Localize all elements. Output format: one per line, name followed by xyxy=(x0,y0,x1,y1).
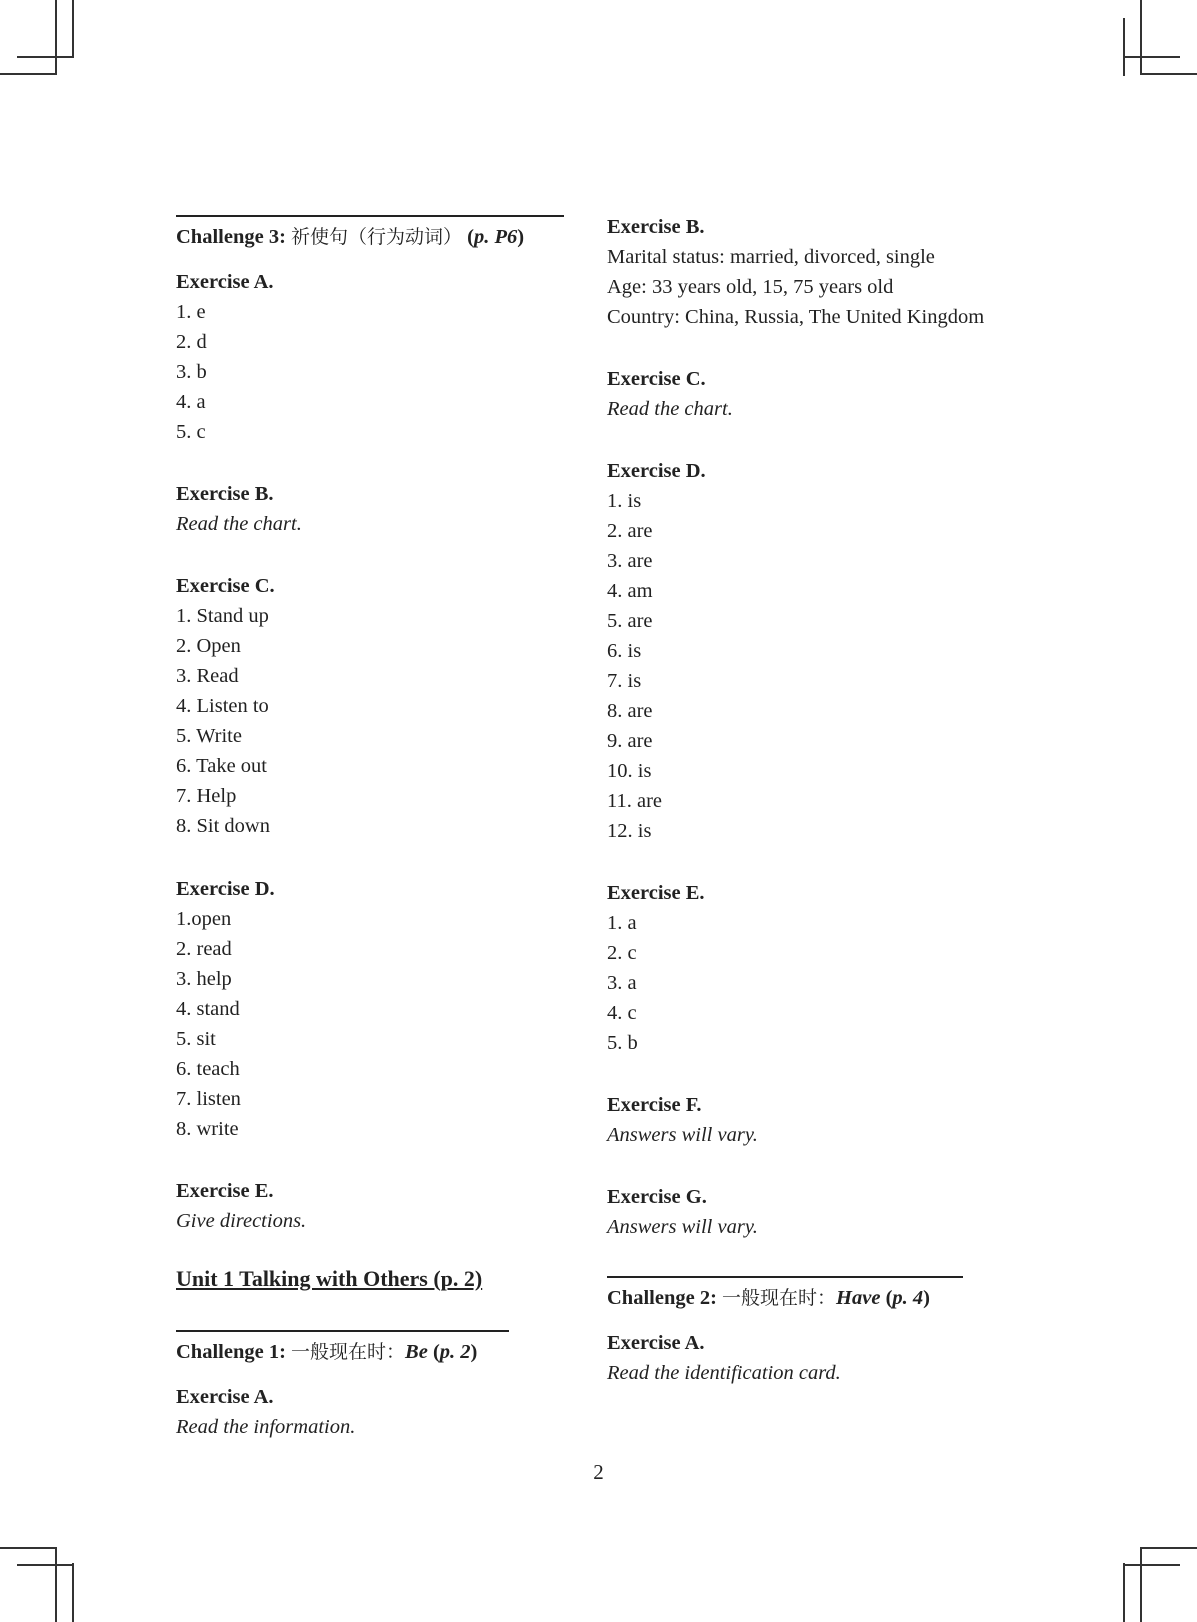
answer-item: Country: China, Russia, The United Kingdom xyxy=(607,306,985,328)
exercise-a-challenge2-block xyxy=(607,1328,841,1388)
paren-close: ) xyxy=(517,226,525,248)
answer-item: 6. is xyxy=(607,640,642,662)
exercise-heading: Exercise C. xyxy=(607,368,706,390)
challenge-3-heading xyxy=(176,222,524,252)
answer-item: Age: 33 years old, 15, 75 years old xyxy=(607,276,894,298)
answer-item: 2. are xyxy=(607,520,653,542)
exercise-note: Answers will vary. xyxy=(607,1124,758,1146)
answer-item: Marital status: married, divorced, single xyxy=(607,246,935,268)
answer-item: 6. Take out xyxy=(176,755,267,777)
page-ref: p. 4 xyxy=(892,1287,924,1309)
exercise-note: Answers will vary. xyxy=(607,1216,758,1238)
answer-item: 1. Stand up xyxy=(176,605,269,627)
challenge-1-rule xyxy=(176,1330,509,1332)
page-ref: p. 2 xyxy=(439,1341,471,1363)
paren-open: ( xyxy=(462,226,474,248)
answer-item: 2. d xyxy=(176,331,207,353)
unit-1-title: Unit 1 Talking with Others (p. 2) xyxy=(176,1266,483,1291)
exercise-heading: Exercise C. xyxy=(176,575,275,597)
challenge-keyword: Be xyxy=(405,1341,428,1363)
answer-item: 7. is xyxy=(607,670,642,692)
exercise-note: Read the chart. xyxy=(176,513,302,535)
answer-item: 9. are xyxy=(607,730,653,752)
answer-item: 4. c xyxy=(607,1002,637,1024)
challenge-topic: 一般现在时： xyxy=(722,1287,837,1309)
answer-item: 1. a xyxy=(607,912,637,934)
answer-item: 8. Sit down xyxy=(176,815,270,837)
challenge-3-rule xyxy=(176,215,564,217)
answer-item: 11. are xyxy=(607,790,663,812)
challenge-2-rule xyxy=(607,1276,963,1278)
page-ref: p. P6 xyxy=(474,226,518,248)
answer-item: 5. sit xyxy=(176,1028,216,1050)
exercise-c-block xyxy=(176,571,275,841)
exercise-a-unit1-block xyxy=(176,1382,355,1442)
exercise-heading: Exercise F. xyxy=(607,1094,702,1116)
exercise-note: Read the chart. xyxy=(607,398,733,420)
paren-open: ( xyxy=(427,1341,440,1363)
exercise-note: Read the information. xyxy=(176,1416,356,1438)
exercise-heading: Exercise B. xyxy=(607,216,705,238)
answer-item: 8. are xyxy=(607,700,653,722)
page-number: 2 xyxy=(593,1460,604,1484)
exercise-c-block xyxy=(607,364,733,424)
exercise-f-block xyxy=(607,1090,758,1150)
exercise-g-block xyxy=(607,1182,758,1242)
answer-item: 3. b xyxy=(176,361,207,383)
challenge-label: Challenge 3: xyxy=(176,226,286,248)
exercise-heading: Exercise A. xyxy=(176,1386,274,1408)
exercise-heading: Exercise A. xyxy=(607,1332,705,1354)
exercise-heading: Exercise B. xyxy=(176,483,274,505)
challenge-label: Challenge 2: xyxy=(607,1287,717,1309)
answer-item: 3. Read xyxy=(176,665,239,687)
answer-item: 2. read xyxy=(176,938,232,960)
answer-item: 3. a xyxy=(607,972,637,994)
answer-item: 3. help xyxy=(176,968,232,990)
challenge-topic: 祈使句（行为动词） xyxy=(291,226,463,248)
challenge-1-heading xyxy=(176,1337,477,1367)
answer-item: 7. Help xyxy=(176,785,237,807)
exercise-heading: Exercise D. xyxy=(607,460,706,482)
answer-item: 3. are xyxy=(607,550,653,572)
answer-item: 6. teach xyxy=(176,1058,240,1080)
paren-close: ) xyxy=(923,1287,930,1309)
answer-item: 5. b xyxy=(607,1032,638,1054)
challenge-keyword: Have xyxy=(836,1287,881,1309)
answer-item: 4. a xyxy=(176,391,206,413)
answer-item: 8. write xyxy=(176,1118,239,1140)
exercise-b-block xyxy=(176,479,302,539)
exercise-heading: Exercise A. xyxy=(176,271,274,293)
answer-item: 1. e xyxy=(176,301,206,323)
answer-item: 5. c xyxy=(176,421,206,443)
exercise-b-block xyxy=(607,212,984,332)
challenge-label: Challenge 1: xyxy=(176,1341,286,1363)
challenge-2-heading xyxy=(607,1283,930,1313)
exercise-d-block xyxy=(607,456,706,846)
paren-open: ( xyxy=(880,1287,893,1309)
answer-item: 2. c xyxy=(607,942,637,964)
answer-item: 4. Listen to xyxy=(176,695,269,717)
answer-item: 12. is xyxy=(607,820,652,842)
exercise-note: Read the identification card. xyxy=(607,1362,841,1384)
answer-item: 10. is xyxy=(607,760,652,782)
answer-item: 7. listen xyxy=(176,1088,241,1110)
answer-item: 4. am xyxy=(607,580,653,602)
answer-item: 1.open xyxy=(176,908,232,930)
answer-item: 2. Open xyxy=(176,635,241,657)
paren-close: ) xyxy=(470,1341,478,1363)
exercise-heading: Exercise G. xyxy=(607,1186,707,1208)
exercise-note: Give directions. xyxy=(176,1210,307,1232)
exercise-heading: Exercise D. xyxy=(176,878,275,900)
exercise-e-block xyxy=(607,878,705,1058)
exercise-heading: Exercise E. xyxy=(176,1180,274,1202)
exercise-d-block xyxy=(176,874,275,1144)
challenge-topic: 一般现在时： xyxy=(291,1341,406,1363)
exercise-a-block xyxy=(176,267,274,447)
exercise-heading: Exercise E. xyxy=(607,882,705,904)
answer-item: 4. stand xyxy=(176,998,240,1020)
answer-item: 5. are xyxy=(607,610,653,632)
exercise-e-block xyxy=(176,1176,306,1236)
answer-item: 5. Write xyxy=(176,725,242,747)
answer-item: 1. is xyxy=(607,490,642,512)
